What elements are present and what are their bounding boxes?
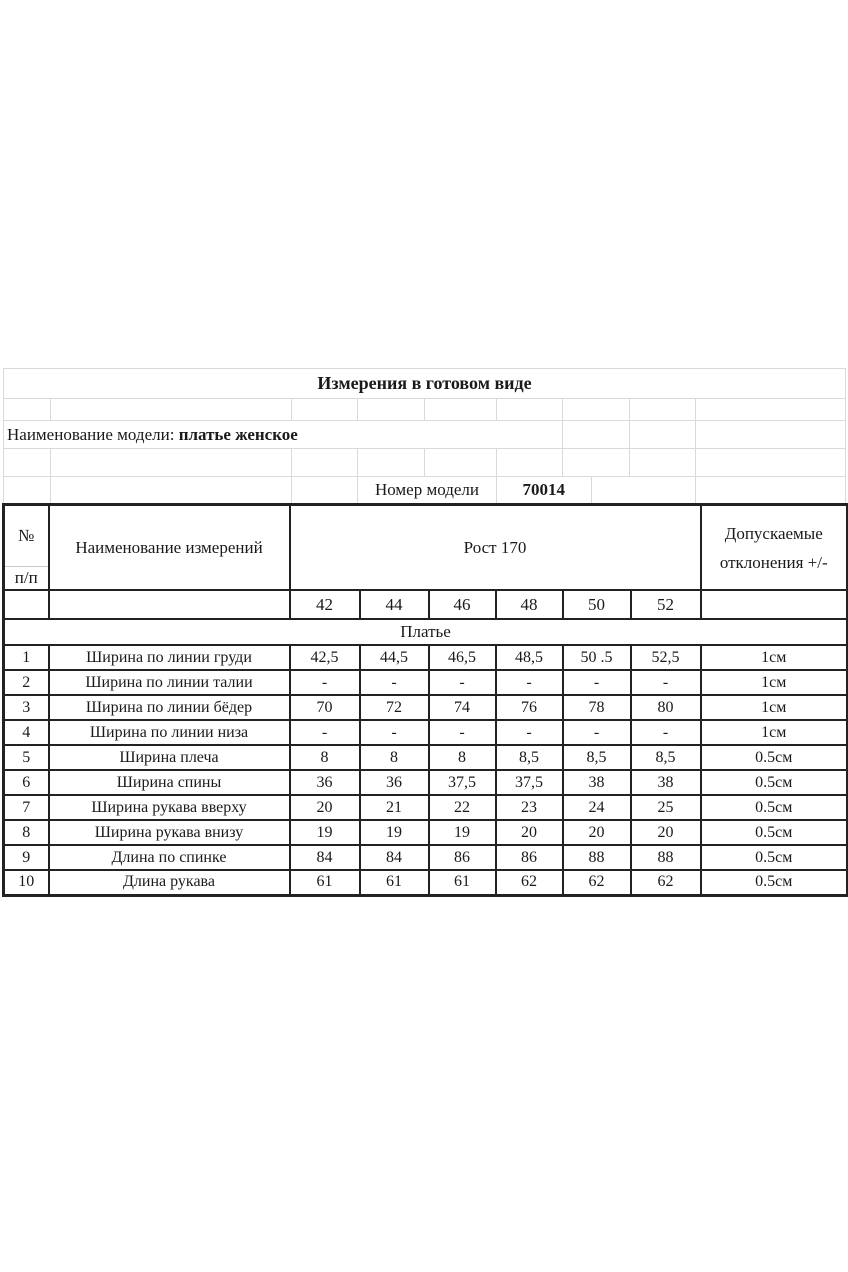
tolerance-cell: 1см: [701, 670, 848, 695]
size-value-cell: -: [360, 670, 429, 695]
empty-cell: [4, 399, 51, 420]
size-value-cell: -: [563, 670, 631, 695]
measurement-name-cell: Ширина по линии низа: [49, 720, 290, 745]
size-col-header: 50: [563, 590, 631, 619]
model-number-label: Номер модели: [358, 477, 497, 503]
table-row: [4, 670, 848, 695]
model-number-row: [4, 477, 845, 503]
spreadsheet-top-area: [3, 368, 846, 503]
size-value-cell: -: [290, 670, 360, 695]
row-number-cell: 5: [4, 745, 49, 770]
tolerance-cell: 0.5см: [701, 795, 848, 820]
size-value-cell: 62: [496, 870, 563, 895]
empty-cell: [497, 449, 563, 476]
section-row: [4, 619, 848, 645]
tolerance-header-line2: отклонения +/-: [719, 552, 828, 572]
table-row: [4, 795, 848, 820]
tolerance-column-header: [701, 505, 848, 591]
size-value-cell: -: [429, 670, 496, 695]
size-value-cell: 86: [429, 845, 496, 870]
table-row: [4, 695, 848, 720]
empty-cell: [563, 449, 630, 476]
size-value-cell: 37,5: [496, 770, 563, 795]
empty-cell: [630, 449, 697, 476]
table-body: [4, 505, 848, 896]
empty-cell: [49, 590, 290, 619]
table-row: [4, 720, 848, 745]
empty-cell: [292, 477, 358, 503]
size-value-cell: 62: [631, 870, 701, 895]
empty-cell: [425, 449, 497, 476]
size-value-cell: 19: [429, 820, 496, 845]
empty-cell: [630, 421, 697, 448]
size-value-cell: -: [496, 670, 563, 695]
row-number-cell: 4: [4, 720, 49, 745]
size-col-header: 42: [290, 590, 360, 619]
table-row: [4, 870, 848, 895]
size-value-cell: 46,5: [429, 645, 496, 670]
section-label: Платье: [4, 619, 848, 645]
empty-grid-row: [4, 449, 845, 477]
empty-cell: [696, 421, 845, 448]
size-value-cell: 61: [429, 870, 496, 895]
size-value-cell: 80: [631, 695, 701, 720]
measurement-name-cell: Ширина плеча: [49, 745, 290, 770]
size-value-cell: -: [496, 720, 563, 745]
size-value-cell: 37,5: [429, 770, 496, 795]
empty-cell: [4, 477, 51, 503]
size-value-cell: 36: [290, 770, 360, 795]
size-value-cell: 8,5: [563, 745, 631, 770]
size-value-cell: 52,5: [631, 645, 701, 670]
size-value-cell: 42,5: [290, 645, 360, 670]
title-row: [4, 369, 845, 399]
row-number-cell: 10: [4, 870, 49, 895]
size-value-cell: 8: [429, 745, 496, 770]
size-value-cell: 50 .5: [563, 645, 631, 670]
empty-cell: [358, 399, 425, 420]
size-value-cell: 20: [563, 820, 631, 845]
size-value-cell: 8: [360, 745, 429, 770]
tolerance-cell: 0.5см: [701, 845, 848, 870]
measurement-name-cell: Длина по спинке: [49, 845, 290, 870]
size-value-cell: 44,5: [360, 645, 429, 670]
empty-cell: [696, 477, 845, 503]
size-value-cell: 38: [563, 770, 631, 795]
size-value-cell: 88: [563, 845, 631, 870]
empty-cell: [292, 399, 358, 420]
size-value-cell: 70: [290, 695, 360, 720]
empty-cell: [292, 449, 358, 476]
size-value-cell: -: [631, 720, 701, 745]
tolerance-header-line1: Допускаемые: [724, 523, 823, 543]
measurement-name-cell: Ширина рукава вверху: [49, 795, 290, 820]
size-col-header: 52: [631, 590, 701, 619]
size-value-cell: 8: [290, 745, 360, 770]
empty-grid-row: [4, 399, 845, 421]
tolerance-cell: 0.5см: [701, 745, 848, 770]
size-value-cell: -: [360, 720, 429, 745]
tolerance-cell: 1см: [701, 695, 848, 720]
no-column-header: [4, 505, 49, 591]
sizes-row: [4, 590, 848, 619]
size-col-header: 46: [429, 590, 496, 619]
size-value-cell: 20: [631, 820, 701, 845]
height-group-header: Рост 170: [290, 505, 701, 591]
empty-cell: [51, 399, 292, 420]
no-header-top: №: [5, 506, 48, 567]
empty-cell: [696, 449, 845, 476]
size-value-cell: 8,5: [631, 745, 701, 770]
tolerance-cell: 0.5см: [701, 870, 848, 895]
size-value-cell: 74: [429, 695, 496, 720]
model-number-value: 70014: [497, 477, 592, 503]
model-name-row: [4, 421, 845, 449]
size-value-cell: 20: [496, 820, 563, 845]
size-value-cell: 86: [496, 845, 563, 870]
tolerance-cell: 0.5см: [701, 820, 848, 845]
row-number-cell: 9: [4, 845, 49, 870]
table-header-row: [4, 505, 848, 591]
size-value-cell: 62: [563, 870, 631, 895]
size-value-cell: -: [290, 720, 360, 745]
table-row: [4, 845, 848, 870]
size-value-cell: 38: [631, 770, 701, 795]
size-value-cell: 25: [631, 795, 701, 820]
tolerance-cell: 1см: [701, 720, 848, 745]
size-value-cell: -: [563, 720, 631, 745]
document-title: Измерения в готовом виде: [317, 373, 532, 393]
size-value-cell: 61: [360, 870, 429, 895]
size-value-cell: 24: [563, 795, 631, 820]
measurement-name-column-header: Наименование измерений: [49, 505, 290, 591]
row-number-cell: 8: [4, 820, 49, 845]
empty-cell: [51, 477, 292, 503]
row-number-cell: 7: [4, 795, 49, 820]
size-value-cell: 19: [290, 820, 360, 845]
table-row: [4, 645, 848, 670]
measurement-name-cell: Ширина по линии груди: [49, 645, 290, 670]
empty-cell: [696, 399, 845, 420]
size-col-header: 48: [496, 590, 563, 619]
size-value-cell: 72: [360, 695, 429, 720]
size-value-cell: 8,5: [496, 745, 563, 770]
model-name-label: Наименование модели:: [7, 424, 175, 444]
size-value-cell: 23: [496, 795, 563, 820]
row-number-cell: 6: [4, 770, 49, 795]
table-row: [4, 745, 848, 770]
empty-cell: [563, 399, 630, 420]
size-value-cell: 61: [290, 870, 360, 895]
tolerance-cell: 0.5см: [701, 770, 848, 795]
model-name-value: платье женское: [178, 424, 298, 444]
size-value-cell: 88: [631, 845, 701, 870]
empty-cell: [358, 449, 425, 476]
measurement-name-cell: Ширина спины: [49, 770, 290, 795]
size-value-cell: 84: [290, 845, 360, 870]
size-value-cell: 22: [429, 795, 496, 820]
row-number-cell: 1: [4, 645, 49, 670]
empty-cell: [425, 399, 497, 420]
measurement-name-cell: Длина рукава: [49, 870, 290, 895]
empty-cell: [592, 477, 697, 503]
size-value-cell: 48,5: [496, 645, 563, 670]
size-value-cell: 21: [360, 795, 429, 820]
no-header-bottom: п/п: [14, 568, 38, 587]
empty-cell: [497, 399, 563, 420]
size-value-cell: -: [429, 720, 496, 745]
empty-cell: [563, 421, 630, 448]
measurements-table: [2, 503, 848, 897]
model-name-cell: [4, 421, 563, 448]
empty-cell: [51, 449, 292, 476]
row-number-cell: 2: [4, 670, 49, 695]
empty-cell: [4, 449, 51, 476]
empty-cell: [4, 590, 49, 619]
measurement-name-cell: Ширина по линии талии: [49, 670, 290, 695]
measurement-name-cell: Ширина рукава внизу: [49, 820, 290, 845]
size-value-cell: 84: [360, 845, 429, 870]
size-value-cell: 20: [290, 795, 360, 820]
size-col-header: 44: [360, 590, 429, 619]
row-number-cell: 3: [4, 695, 49, 720]
empty-cell: [701, 590, 848, 619]
table-row: [4, 820, 848, 845]
size-value-cell: 19: [360, 820, 429, 845]
table-row: [4, 770, 848, 795]
size-value-cell: 76: [496, 695, 563, 720]
size-value-cell: -: [631, 670, 701, 695]
empty-cell: [630, 399, 697, 420]
tolerance-cell: 1см: [701, 645, 848, 670]
size-value-cell: 78: [563, 695, 631, 720]
measurement-name-cell: Ширина по линии бёдер: [49, 695, 290, 720]
size-value-cell: 36: [360, 770, 429, 795]
